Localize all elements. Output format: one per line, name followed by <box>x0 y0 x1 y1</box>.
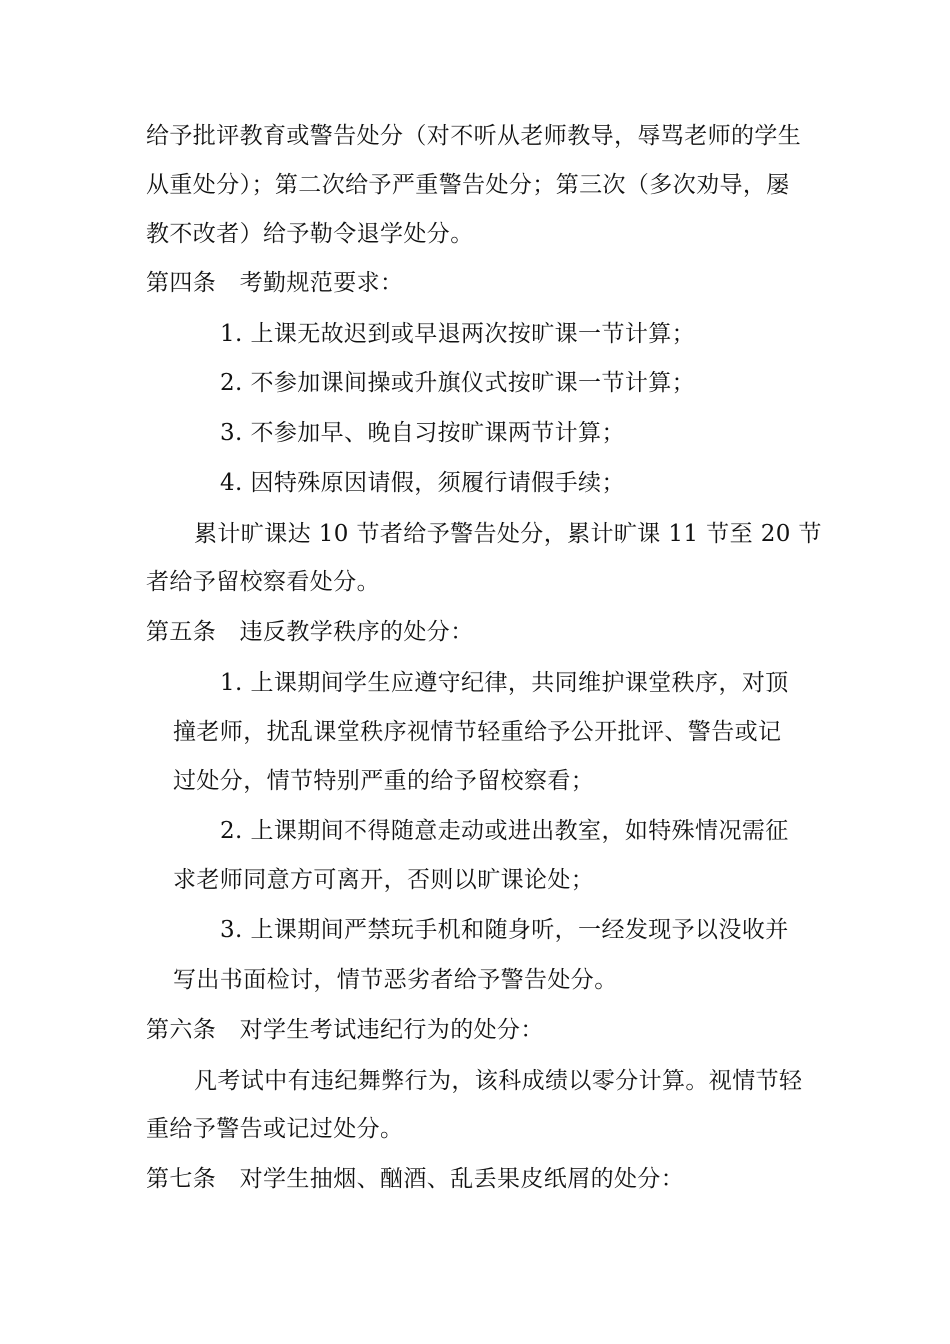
list-item-continuation: 过处分，情节特别严重的给予留校察看； <box>173 768 595 794</box>
paragraph-line: 累计旷课达 10 节者给予警告处分，累计旷课 11 节至 20 节 <box>194 521 822 547</box>
paragraph-line: 重给予警告或记过处分。 <box>146 1116 404 1142</box>
list-item-continuation: 撞老师，扰乱课堂秩序视情节轻重给予公开批评、警告或记 <box>173 719 782 745</box>
list-item-continuation: 写出书面检讨，情节恶劣者给予警告处分。 <box>173 967 618 993</box>
article-heading: 第五条 违反教学秩序的处分： <box>146 619 474 645</box>
paragraph-line: 从重处分）；第二次给予严重警告处分；第三次（多次劝导，屡 <box>146 172 790 198</box>
list-item: 2. 不参加课间操或升旗仪式按旷课一节计算； <box>220 370 696 396</box>
list-item: 2. 上课期间不得随意走动或进出教室，如特殊情况需征 <box>220 818 789 844</box>
article-heading: 第六条 对学生考试违纪行为的处分： <box>146 1017 544 1043</box>
article-heading: 第七条 对学生抽烟、酗酒、乱丢果皮纸屑的处分： <box>146 1166 685 1192</box>
list-item: 3. 不参加早、晚自习按旷课两节计算； <box>220 420 625 446</box>
list-item-continuation: 求老师同意方可离开，否则以旷课论处； <box>173 867 595 893</box>
article-heading: 第四条 考勤规范要求： <box>146 270 404 296</box>
list-item: 3. 上课期间严禁玩手机和随身听，一经发现予以没收并 <box>220 917 789 943</box>
paragraph-line: 给予批评教育或警告处分（对不听从老师教导，辱骂老师的学生 <box>146 123 802 149</box>
paragraph-line: 者给予留校察看处分。 <box>146 569 380 595</box>
paragraph-line: 凡考试中有违纪舞弊行为，该科成绩以零分计算。视情节轻 <box>194 1068 803 1094</box>
list-item: 1. 上课期间学生应遵守纪律，共同维护课堂秩序，对顶 <box>220 670 789 696</box>
paragraph-line: 教不改者）给予勒令退学处分。 <box>146 221 474 247</box>
list-item: 1. 上课无故迟到或早退两次按旷课一节计算； <box>220 321 696 347</box>
list-item: 4. 因特殊原因请假，须履行请假手续； <box>220 470 625 496</box>
